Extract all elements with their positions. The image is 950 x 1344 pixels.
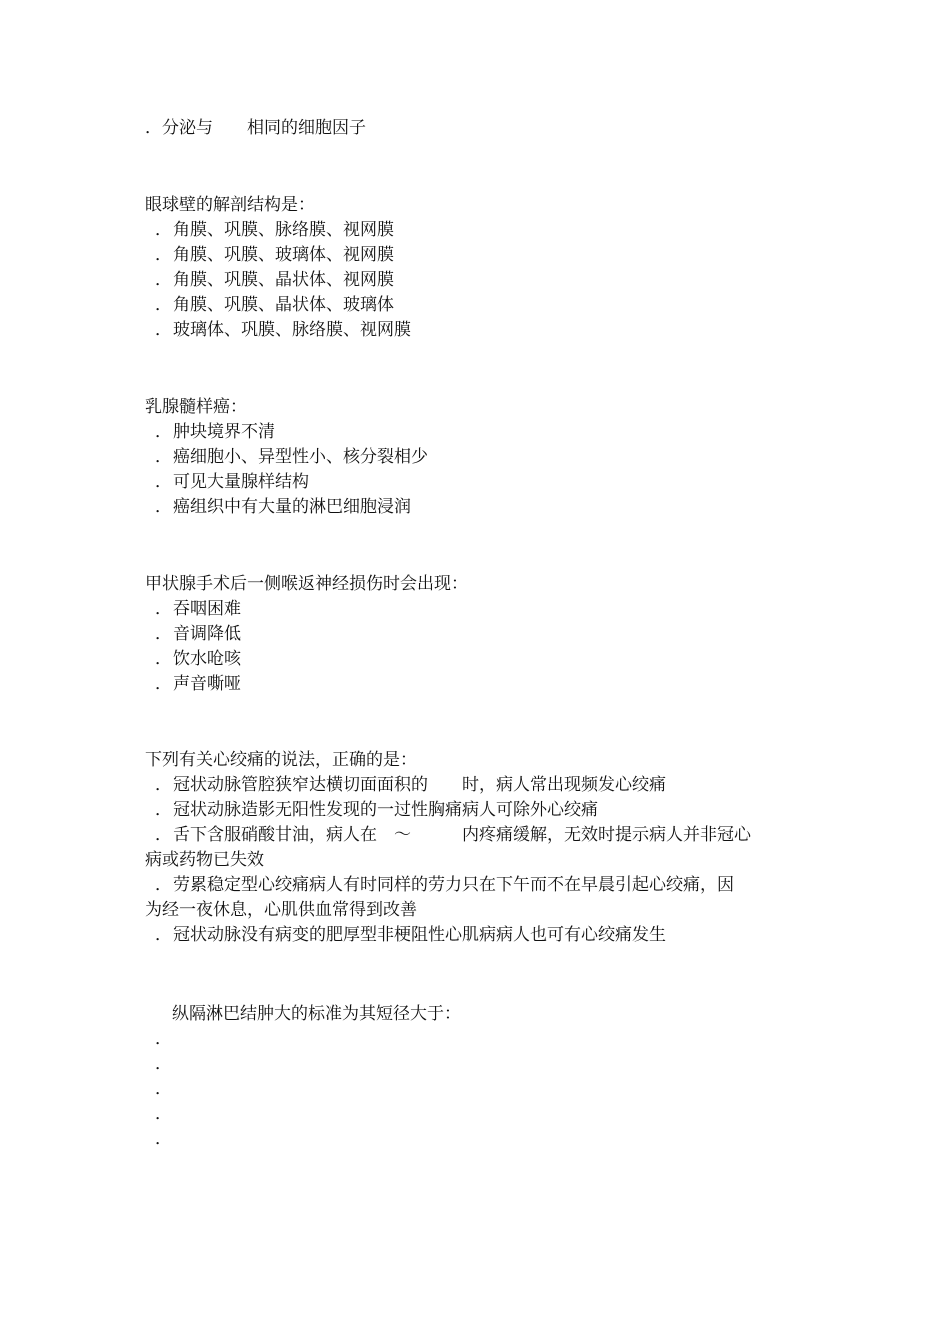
option-line: ．可见大量腺样结构 xyxy=(155,472,309,492)
option-line: ．音调降低 xyxy=(155,624,241,644)
option-line: ．角膜、巩膜、晶状体、视网膜 xyxy=(155,270,394,290)
question-stem: 甲状腺手术后一侧喉返神经损伤时会出现： xyxy=(145,574,468,594)
option-line: ．舌下含服硝酸甘油，病人在 ～ 内疼痛缓解，无效时提示病人并非冠心 xyxy=(155,825,751,845)
option-line: ． xyxy=(155,1029,172,1049)
option-line: ． xyxy=(155,1054,172,1074)
option-line: ．角膜、巩膜、脉络膜、视网膜 xyxy=(155,220,394,240)
option-line: ．角膜、巩膜、玻璃体、视网膜 xyxy=(155,245,394,265)
option-line: ．冠状动脉造影无阳性发现的一过性胸痛病人可除外心绞痛 xyxy=(155,800,598,820)
question-stem: 乳腺髓样癌： xyxy=(145,397,247,417)
option-continuation: 病或药物已失效 xyxy=(145,850,264,870)
question-stem: 眼球壁的解剖结构是： xyxy=(145,195,315,215)
question-stem: 纵隔淋巴结肿大的标准为其短径大于： xyxy=(172,1004,461,1024)
option-line: ． xyxy=(155,1129,172,1149)
option-line: ． xyxy=(155,1079,172,1099)
option-line: ．吞咽困难 xyxy=(155,599,241,619)
option-line: ．劳累稳定型心绞痛病人有时同样的劳力只在下午而不在早晨引起心绞痛，因 xyxy=(155,875,734,895)
option-line: ． xyxy=(155,1104,172,1124)
option-line: ．肿块境界不清 xyxy=(155,422,275,442)
option-line: ．角膜、巩膜、晶状体、玻璃体 xyxy=(155,295,394,315)
fragment-text: ．分泌与 相同的细胞因子 xyxy=(145,118,366,138)
top-fragment xyxy=(145,116,366,140)
option-line: ．饮水呛咳 xyxy=(155,649,241,669)
option-line: ．冠状动脉管腔狭窄达横切面面积的 时，病人常出现频发心绞痛 xyxy=(155,775,666,795)
option-continuation: 为经一夜休息，心肌供血常得到改善 xyxy=(145,900,417,920)
question-stem: 下列有关心绞痛的说法，正确的是： xyxy=(145,750,417,770)
option-line: ．声音嘶哑 xyxy=(155,674,241,694)
option-line: ．玻璃体、巩膜、脉络膜、视网膜 xyxy=(155,320,411,340)
option-line: ．癌组织中有大量的淋巴细胞浸润 xyxy=(155,497,411,517)
option-line: ．癌细胞小、异型性小、核分裂相少 xyxy=(155,447,428,467)
option-line: ．冠状动脉没有病变的肥厚型非梗阻性心肌病病人也可有心绞痛发生 xyxy=(155,925,666,945)
